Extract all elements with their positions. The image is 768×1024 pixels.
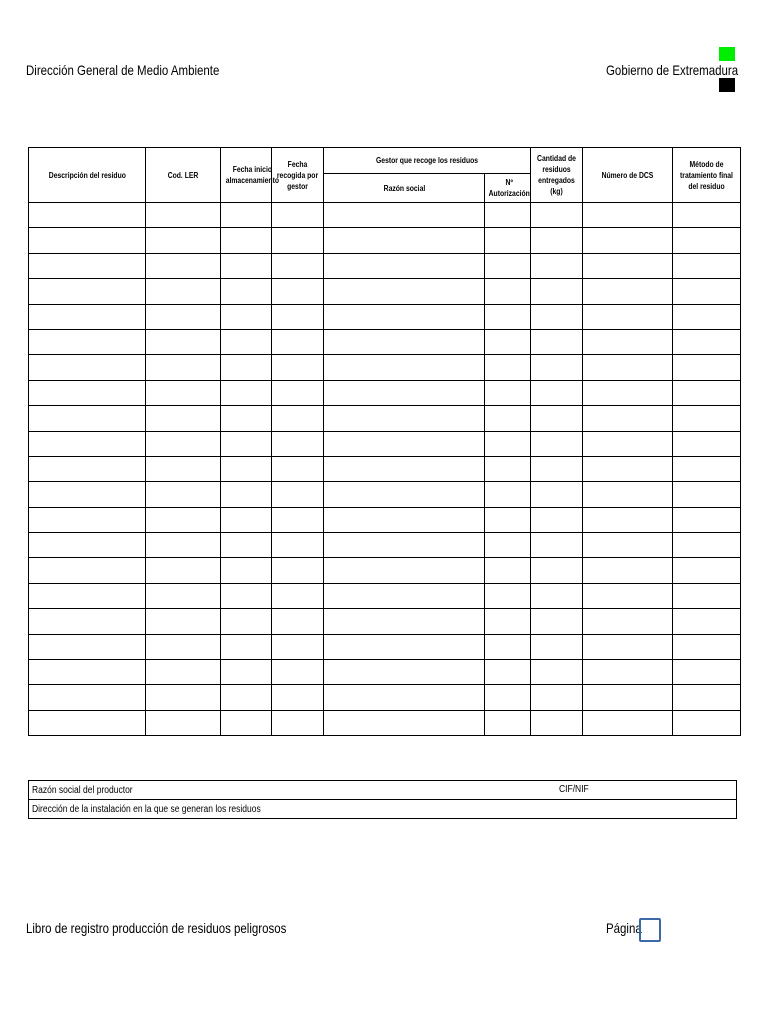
table-cell[interactable] — [485, 609, 531, 634]
table-row — [29, 228, 741, 253]
table-cell[interactable] — [531, 685, 583, 710]
logo-black-square — [719, 78, 735, 92]
table-cell[interactable] — [673, 431, 741, 456]
table-cell[interactable] — [531, 304, 583, 329]
table-cell[interactable] — [29, 380, 146, 405]
table-cell[interactable] — [29, 685, 146, 710]
table-cell[interactable] — [673, 609, 741, 634]
table-cell[interactable] — [485, 482, 531, 507]
table-cell[interactable] — [324, 660, 485, 685]
table-cell[interactable] — [485, 304, 531, 329]
table-cell[interactable] — [272, 304, 324, 329]
table-cell[interactable] — [272, 329, 324, 354]
table-cell[interactable] — [673, 583, 741, 608]
table-cell[interactable] — [29, 304, 146, 329]
table-cell[interactable] — [272, 558, 324, 583]
table-cell[interactable] — [673, 456, 741, 481]
table-cell[interactable] — [272, 507, 324, 532]
table-cell[interactable] — [583, 279, 673, 304]
table-cell[interactable] — [29, 533, 146, 558]
table-row — [29, 203, 741, 228]
table-cell[interactable] — [583, 660, 673, 685]
table-cell[interactable] — [221, 406, 272, 431]
table-row — [29, 355, 741, 380]
table-cell[interactable] — [221, 482, 272, 507]
table-cell[interactable] — [29, 482, 146, 507]
table-cell[interactable] — [29, 228, 146, 253]
table-cell[interactable] — [583, 380, 673, 405]
footer-page-label: Página — [606, 920, 642, 936]
table-cell[interactable] — [673, 482, 741, 507]
table-cell[interactable] — [531, 431, 583, 456]
table-row — [29, 279, 741, 304]
table-cell[interactable] — [146, 279, 221, 304]
table-cell[interactable] — [583, 583, 673, 608]
table-cell[interactable] — [221, 583, 272, 608]
table-cell[interactable] — [583, 609, 673, 634]
table-cell[interactable] — [324, 482, 485, 507]
table-cell[interactable] — [583, 533, 673, 558]
cif-nif-label: CIF/NIF — [559, 784, 589, 795]
table-cell[interactable] — [531, 355, 583, 380]
table-cell[interactable] — [272, 355, 324, 380]
table-cell[interactable] — [146, 710, 221, 735]
table-cell[interactable] — [673, 685, 741, 710]
table-cell[interactable] — [221, 660, 272, 685]
table-cell[interactable] — [324, 558, 485, 583]
table-cell[interactable] — [583, 634, 673, 659]
table-cell[interactable] — [146, 507, 221, 532]
table-cell[interactable] — [673, 329, 741, 354]
table-cell[interactable] — [531, 380, 583, 405]
table-cell[interactable] — [324, 329, 485, 354]
table-cell[interactable] — [146, 431, 221, 456]
col-header-descripcion: Descripción del residuo — [29, 148, 146, 203]
col-header-cod-ler: Cod. LER — [146, 148, 221, 203]
table-cell[interactable] — [673, 558, 741, 583]
table-cell[interactable] — [485, 507, 531, 532]
table-cell[interactable] — [146, 329, 221, 354]
header-left-title: Dirección General de Medio Ambiente — [26, 62, 220, 78]
table-cell[interactable] — [29, 203, 146, 228]
table-cell[interactable] — [583, 431, 673, 456]
table-cell[interactable] — [324, 380, 485, 405]
table-body — [29, 203, 741, 736]
table-cell[interactable] — [272, 710, 324, 735]
table-cell[interactable] — [673, 380, 741, 405]
table-cell[interactable] — [221, 609, 272, 634]
table-cell[interactable] — [146, 482, 221, 507]
table-cell[interactable] — [221, 634, 272, 659]
table-cell[interactable] — [272, 253, 324, 278]
table-cell[interactable] — [324, 355, 485, 380]
table-cell[interactable] — [324, 710, 485, 735]
table-cell[interactable] — [485, 533, 531, 558]
table-cell[interactable] — [324, 253, 485, 278]
table-row — [29, 507, 741, 532]
table-cell[interactable] — [324, 203, 485, 228]
table-cell[interactable] — [272, 533, 324, 558]
table-cell[interactable] — [221, 228, 272, 253]
table-cell[interactable] — [485, 279, 531, 304]
table-row — [29, 482, 741, 507]
table-cell[interactable] — [146, 583, 221, 608]
table-cell[interactable] — [583, 329, 673, 354]
table-cell[interactable] — [583, 456, 673, 481]
col-header-numero-dcs: Número de DCS — [583, 148, 673, 203]
table-cell[interactable] — [221, 507, 272, 532]
table-cell[interactable] — [324, 533, 485, 558]
table-cell[interactable] — [29, 583, 146, 608]
table-row — [29, 253, 741, 278]
table-cell[interactable] — [146, 380, 221, 405]
table-cell[interactable] — [673, 406, 741, 431]
table-cell[interactable] — [272, 203, 324, 228]
table-cell[interactable] — [583, 203, 673, 228]
table-cell[interactable] — [531, 609, 583, 634]
table-cell[interactable] — [221, 558, 272, 583]
table-cell[interactable] — [485, 431, 531, 456]
table-cell[interactable] — [673, 355, 741, 380]
table-cell[interactable] — [272, 660, 324, 685]
col-header-metodo: Método de tratamiento final del residuo — [673, 148, 741, 203]
table-cell[interactable] — [324, 583, 485, 608]
table-cell[interactable] — [583, 685, 673, 710]
table-cell[interactable] — [221, 685, 272, 710]
table-cell[interactable] — [221, 329, 272, 354]
footer-book-title: Libro de registro producción de residuos peligrosos — [26, 920, 287, 936]
table-cell[interactable] — [485, 406, 531, 431]
table-cell[interactable] — [324, 406, 485, 431]
table-cell[interactable] — [324, 507, 485, 532]
table-row — [29, 380, 741, 405]
table-cell[interactable] — [29, 279, 146, 304]
table-cell[interactable] — [221, 355, 272, 380]
table-cell[interactable] — [673, 279, 741, 304]
table-cell[interactable] — [221, 456, 272, 481]
table-row — [29, 431, 741, 456]
table-cell[interactable] — [146, 304, 221, 329]
table-cell[interactable] — [673, 660, 741, 685]
table-row — [29, 634, 741, 659]
table-row — [29, 533, 741, 558]
table-cell[interactable] — [531, 228, 583, 253]
table-cell[interactable] — [485, 329, 531, 354]
table-cell[interactable] — [673, 253, 741, 278]
table-cell[interactable] — [29, 355, 146, 380]
table-cell[interactable] — [29, 660, 146, 685]
col-header-fecha-recogida: Fecha recogida por gestor — [272, 148, 324, 203]
table-cell[interactable] — [531, 203, 583, 228]
table-cell[interactable] — [324, 431, 485, 456]
table-cell[interactable] — [146, 456, 221, 481]
table-cell[interactable] — [583, 253, 673, 278]
table-cell[interactable] — [485, 380, 531, 405]
table-cell[interactable] — [146, 685, 221, 710]
page-number-box[interactable] — [639, 918, 661, 942]
table-cell[interactable] — [272, 482, 324, 507]
table-cell[interactable] — [583, 507, 673, 532]
table-row — [29, 304, 741, 329]
table-cell[interactable] — [272, 685, 324, 710]
col-header-num-autorizacion: Nº Autorización — [485, 174, 531, 203]
table-cell[interactable] — [221, 431, 272, 456]
table-cell[interactable] — [583, 558, 673, 583]
installation-address-label: Dirección de la instalación en la que se generan los residuos — [32, 803, 261, 815]
table-cell[interactable] — [221, 380, 272, 405]
table-cell[interactable] — [146, 660, 221, 685]
table-cell[interactable] — [583, 228, 673, 253]
table-cell[interactable] — [485, 634, 531, 659]
table-row — [29, 406, 741, 431]
table-cell[interactable] — [485, 583, 531, 608]
col-header-fecha-inicio: Fecha inicio almacenamiento — [221, 148, 272, 203]
table-cell[interactable] — [272, 279, 324, 304]
table-cell[interactable] — [221, 279, 272, 304]
table-cell[interactable] — [146, 406, 221, 431]
producer-info-table — [28, 780, 737, 819]
table-cell[interactable] — [146, 533, 221, 558]
table-cell[interactable] — [583, 710, 673, 735]
table-cell[interactable] — [146, 203, 221, 228]
table-cell[interactable] — [324, 228, 485, 253]
table-cell[interactable] — [146, 609, 221, 634]
table-cell[interactable] — [485, 355, 531, 380]
table-cell[interactable] — [272, 228, 324, 253]
table-cell[interactable] — [531, 507, 583, 532]
table-cell[interactable] — [485, 558, 531, 583]
table-cell[interactable] — [272, 406, 324, 431]
table-cell[interactable] — [531, 482, 583, 507]
table-cell[interactable] — [485, 660, 531, 685]
table-row — [29, 710, 741, 735]
col-header-gestor-group: Gestor que recoge los residuos — [324, 148, 531, 174]
table-cell[interactable] — [531, 456, 583, 481]
table-cell[interactable] — [324, 456, 485, 481]
table-cell[interactable] — [531, 279, 583, 304]
table-cell[interactable] — [673, 533, 741, 558]
table-cell[interactable] — [29, 558, 146, 583]
col-header-razon-social: Razón social — [324, 174, 485, 203]
table-row — [29, 329, 741, 354]
producer-name-label: Razón social del productor — [32, 784, 133, 796]
table-cell[interactable] — [583, 482, 673, 507]
table-cell[interactable] — [673, 203, 741, 228]
table-cell[interactable] — [324, 609, 485, 634]
table-cell[interactable] — [29, 329, 146, 354]
table-cell[interactable] — [221, 710, 272, 735]
table-cell[interactable] — [146, 634, 221, 659]
waste-register-table — [28, 147, 741, 736]
table-cell[interactable] — [485, 710, 531, 735]
table-cell[interactable] — [221, 304, 272, 329]
table-cell[interactable] — [673, 507, 741, 532]
table-cell[interactable] — [324, 304, 485, 329]
table-cell[interactable] — [272, 456, 324, 481]
table-cell[interactable] — [531, 533, 583, 558]
table-cell[interactable] — [272, 609, 324, 634]
table-cell[interactable] — [29, 406, 146, 431]
table-cell[interactable] — [673, 634, 741, 659]
table-cell[interactable] — [485, 228, 531, 253]
table-row — [29, 583, 741, 608]
table-cell[interactable] — [272, 380, 324, 405]
table-cell[interactable] — [485, 253, 531, 278]
table-cell[interactable] — [531, 558, 583, 583]
table-cell[interactable] — [29, 710, 146, 735]
table-cell[interactable] — [673, 228, 741, 253]
table-cell[interactable] — [583, 406, 673, 431]
table-cell[interactable] — [272, 634, 324, 659]
table-cell[interactable] — [324, 634, 485, 659]
table-cell[interactable] — [485, 203, 531, 228]
table-cell[interactable] — [29, 431, 146, 456]
table-cell[interactable] — [531, 710, 583, 735]
table-row — [29, 660, 741, 685]
table-cell[interactable] — [146, 228, 221, 253]
table-row — [29, 609, 741, 634]
table-cell[interactable] — [531, 329, 583, 354]
table-cell[interactable] — [29, 609, 146, 634]
table-cell[interactable] — [221, 533, 272, 558]
table-cell[interactable] — [146, 253, 221, 278]
table-cell[interactable] — [221, 203, 272, 228]
col-header-cantidad: Cantidad de residuos entregados (kg) — [531, 148, 583, 203]
table-cell[interactable] — [272, 431, 324, 456]
table-cell[interactable] — [531, 406, 583, 431]
table-cell[interactable] — [146, 558, 221, 583]
table-row — [29, 558, 741, 583]
table-cell[interactable] — [485, 685, 531, 710]
header-right-title: Gobierno de Extremadura — [606, 62, 739, 78]
table-cell[interactable] — [29, 507, 146, 532]
table-cell[interactable] — [673, 304, 741, 329]
table-cell[interactable] — [324, 685, 485, 710]
table-cell[interactable] — [485, 456, 531, 481]
table-cell[interactable] — [583, 355, 673, 380]
table-cell[interactable] — [324, 279, 485, 304]
table-cell[interactable] — [146, 355, 221, 380]
table-cell[interactable] — [531, 583, 583, 608]
producer-name-field[interactable] — [29, 781, 737, 800]
table-cell[interactable] — [583, 304, 673, 329]
table-cell[interactable] — [29, 456, 146, 481]
table-cell[interactable] — [29, 634, 146, 659]
table-cell[interactable] — [531, 634, 583, 659]
table-cell[interactable] — [673, 710, 741, 735]
logo-green-square — [719, 47, 735, 61]
table-cell[interactable] — [221, 253, 272, 278]
table-row — [29, 456, 741, 481]
table-cell[interactable] — [531, 660, 583, 685]
table-cell[interactable] — [272, 583, 324, 608]
table-row — [29, 685, 741, 710]
installation-address-field[interactable] — [29, 800, 737, 819]
table-cell[interactable] — [29, 253, 146, 278]
table-cell[interactable] — [531, 253, 583, 278]
